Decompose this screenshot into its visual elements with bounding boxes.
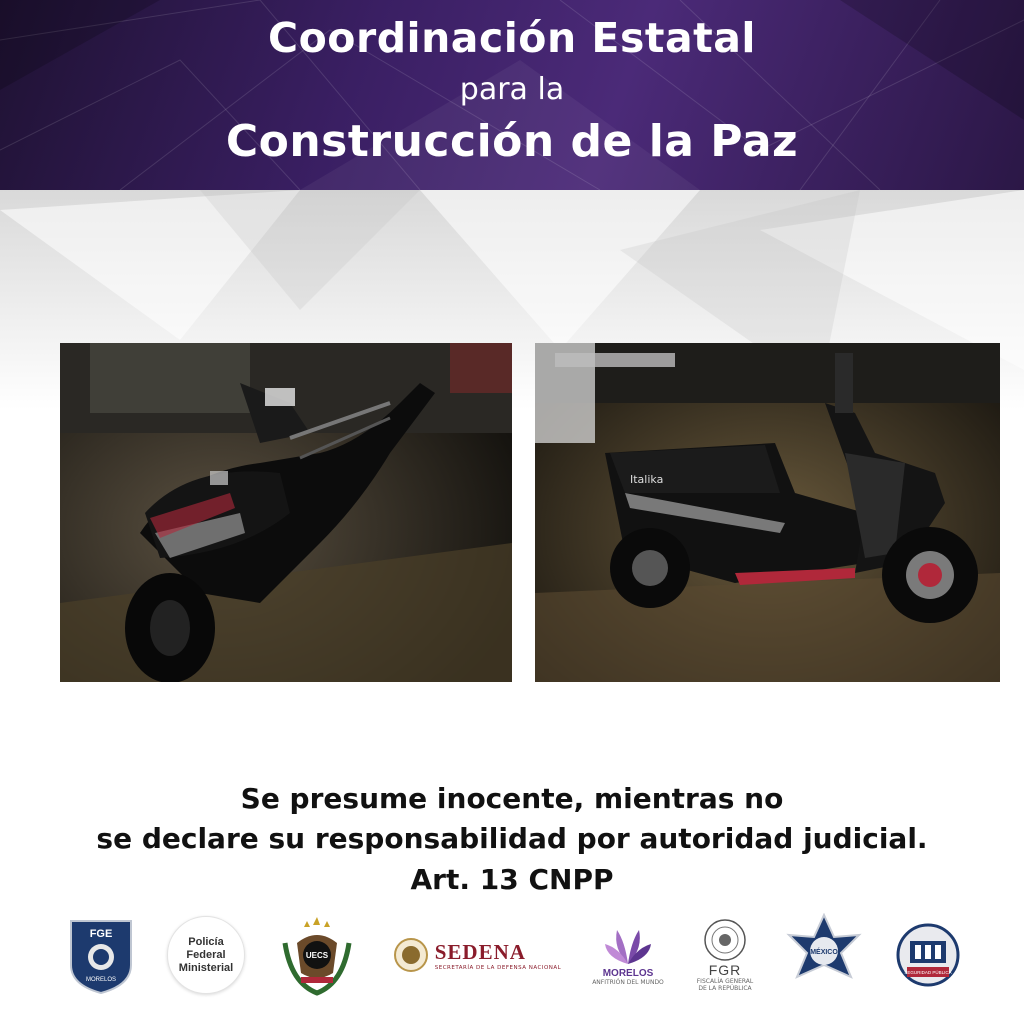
motorcycle-front-photo — [60, 343, 512, 682]
police-star-badge-icon — [785, 913, 863, 997]
header-title-line-1: Coordinación Estatal — [268, 14, 756, 62]
fge-logo — [62, 905, 140, 1005]
disclaimer-line-2: se declare su responsabilidad por autoridad judicial. — [96, 822, 928, 855]
sedena-seal-icon — [393, 937, 429, 973]
disclaimer-line-3: Art. 13 CNPP — [410, 863, 614, 896]
sedena-title: SEDENA — [434, 939, 526, 964]
header-title-line-2: para la — [459, 72, 565, 107]
pfm-line-1: Policía — [188, 935, 224, 948]
morelos-logo — [590, 905, 666, 1005]
header-title-line-3: Construcción de la Paz — [225, 116, 799, 167]
scooter-brand-label: Italika — [630, 473, 664, 486]
motorcycle-side-photo — [535, 343, 1000, 682]
institution-logos — [0, 905, 1024, 1005]
uecs-eagle-emblem-icon — [277, 913, 357, 997]
fgr-logo — [694, 905, 756, 1005]
policia-federal-logo — [784, 905, 864, 1005]
fgr-subtitle: FISCALÍA GENERAL DE LA REPÚBLICA — [696, 978, 754, 992]
disclaimer-line-1: Se presume inocente, mientras no — [240, 782, 784, 815]
fgr-title: FGR — [708, 962, 742, 978]
seguridad-publica-text: SEGURIDAD PÚBLICA — [904, 970, 952, 975]
morelos-flower-icon — [603, 924, 653, 968]
morelos-title: MORELOS — [602, 968, 654, 979]
pfm-badge — [167, 916, 245, 994]
pfm-line-2: Federal — [186, 948, 226, 961]
sedena-subtitle: SECRETARÍA DE LA DEFENSA NACIONAL — [434, 964, 562, 971]
sedena-wordmark — [435, 940, 562, 971]
morelos-subtitle: ANFITRIÓN DEL MUNDO — [592, 979, 664, 986]
fge-shield-icon — [68, 915, 134, 995]
pfm-logo — [166, 905, 246, 1005]
fge-logo-text: FGE — [89, 928, 113, 940]
police-star-text: MÉXICO — [810, 949, 838, 956]
seguridad-publica-seal-icon — [895, 915, 961, 995]
seguridad-publica-logo — [894, 905, 962, 1005]
pfm-line-3: Ministerial — [178, 961, 234, 974]
fgr-seal-icon — [703, 918, 747, 962]
fge-logo-subtext: MORELOS — [85, 977, 117, 983]
motorcycle-front-image — [60, 343, 512, 682]
header-banner — [0, 0, 1024, 190]
uecs-logo — [276, 905, 358, 1005]
uecs-logo-text: UECS — [305, 951, 329, 960]
motorcycle-side-image — [535, 343, 1000, 682]
sedena-logo — [392, 905, 562, 1005]
